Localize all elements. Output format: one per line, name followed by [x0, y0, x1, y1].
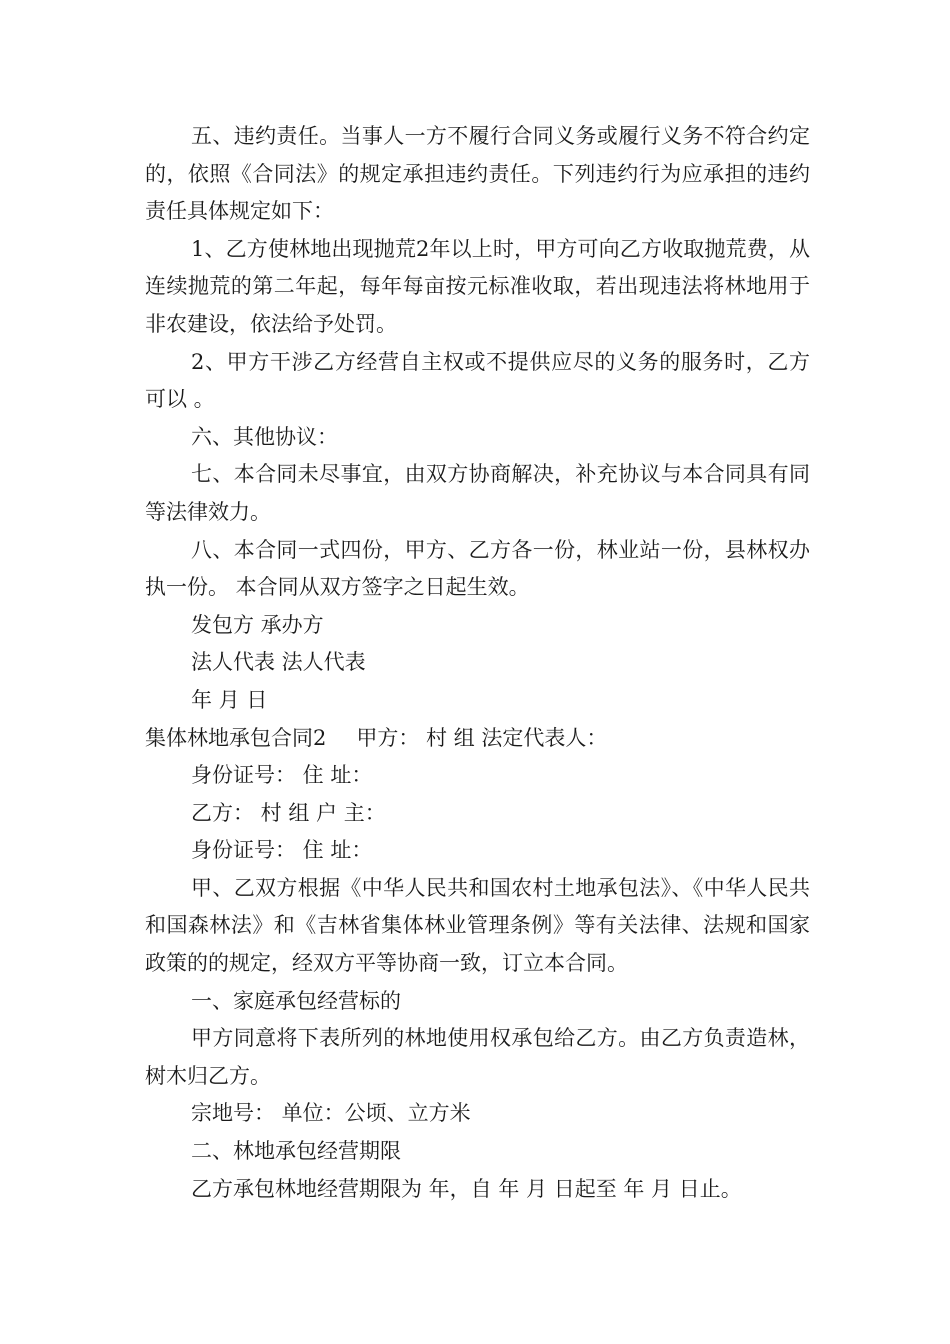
paragraph-legal-basis: 甲、乙双方根据《中华人民共和国农村土地承包法》、《中华人民共和国森林法》和《吉林省集体林业管理条例》等有关法律、法规和国家政策的的规定，经双方平等协商一致，订立本合同。: [145, 875, 810, 976]
signature-representatives: 法人代表 法人代表: [191, 650, 366, 675]
party-b-id-address: 身份证号： 住 址：: [191, 838, 373, 863]
signature-parties: 发包方 承办方: [191, 612, 324, 637]
paragraph-unresolved-matters: 七、本合同未尽事宜，由双方协商解决，补充协议与本合同具有同等法律效力。: [145, 462, 810, 524]
party-a-id-address: 身份证号： 住 址：: [191, 763, 373, 788]
section-1-heading: 一、家庭承包经营标的: [191, 988, 401, 1013]
signature-date: 年 月 日: [191, 687, 268, 712]
paragraph-term: 乙方承包林地经营期限为 年，自 年 月 日起至 年 月 日止。: [191, 1176, 742, 1201]
party-b-line: 乙方： 村 组 户 主：: [191, 800, 386, 825]
paragraph-land-grant: 甲方同意将下表所列的林地使用权承包给乙方。由乙方负责造林，树木归乙方。: [145, 1026, 810, 1088]
contract2-title: 集体林地承包合同2: [145, 725, 327, 750]
document-page: [145, 118, 810, 1208]
paragraph-clause-2: 2、甲方干涉乙方经营自主权或不提供应尽的义务的服务时，乙方可以 。: [145, 349, 810, 412]
contract2-party-a: 甲方： 村 组 法定代表人：: [356, 725, 608, 750]
paragraph-breach-liability: 五、违约责任。当事人一方不履行合同义务或履行义务不符合约定的，依照《合同法》的规定承担违约责任。下列违约行为应承担的违约责任具体规定如下：: [145, 124, 810, 224]
contract2-heading-line: [145, 720, 810, 758]
parcel-number-line: 宗地号： 单位：公顷、立方米: [191, 1101, 471, 1126]
section-2-heading: 二、林地承包经营期限: [191, 1139, 401, 1164]
paragraph-clause-1: 1、乙方使林地出现抛荒2年以上时，甲方可向乙方收取抛荒费，从连续抛荒的第二年起，每年每亩按元标准收取，若出现违法将林地用于非农建设，依法给予处罚。: [145, 236, 810, 336]
paragraph-copies: 八、本合同一式四份，甲方、乙方各一份，林业站一份，县林权办执一份。 本合同从双方签字之日起生效。: [145, 537, 810, 600]
paragraph-other-agreements: 六、其他协议：: [191, 424, 338, 449]
